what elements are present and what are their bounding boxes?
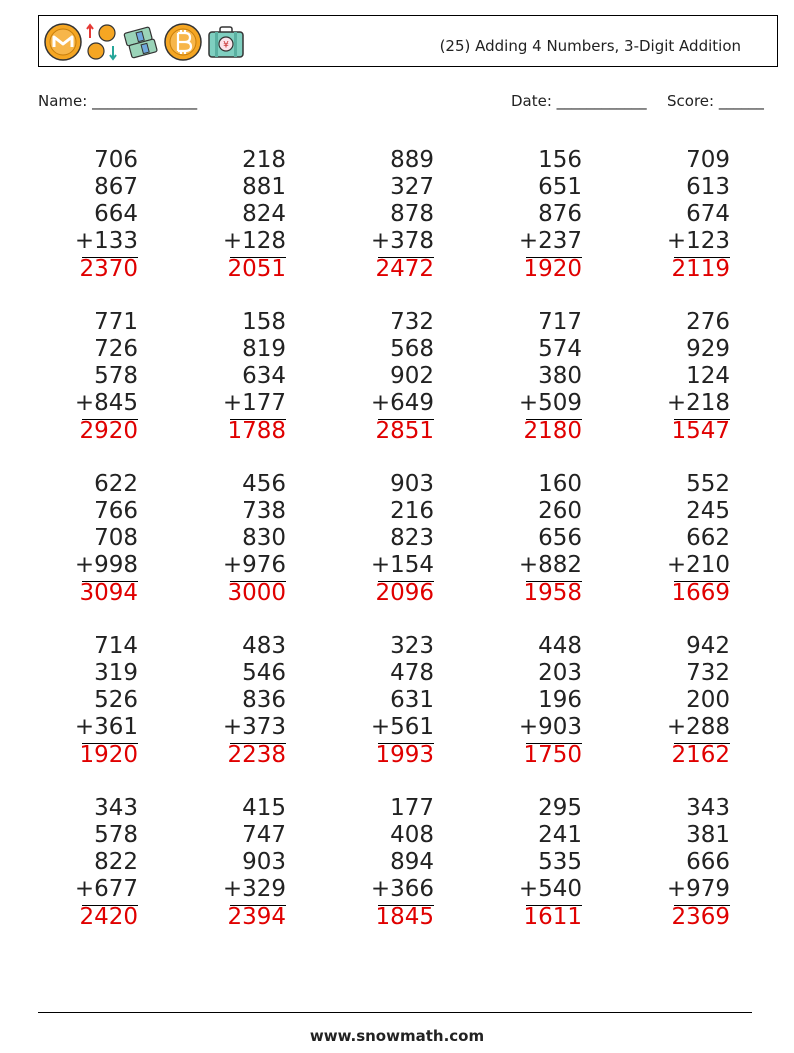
- addition-problem: [166, 147, 286, 286]
- addition-problem: [314, 147, 434, 286]
- addend-with-plus: +329: [222, 876, 286, 902]
- addend: 878: [390, 201, 434, 227]
- addend: 651: [538, 174, 582, 200]
- addend-with-plus: +976: [222, 552, 286, 578]
- addition-problem: [610, 309, 730, 448]
- addend-with-plus: +210: [666, 552, 730, 578]
- addend-with-plus: +677: [74, 876, 138, 902]
- addend-with-plus: +378: [370, 228, 434, 254]
- addition-problem: [18, 309, 138, 448]
- addend: 478: [390, 660, 434, 686]
- addend: 319: [94, 660, 138, 686]
- answer: 2920: [79, 418, 138, 444]
- addition-problem: [18, 795, 138, 934]
- addend: 714: [94, 633, 138, 659]
- addend-with-plus: +237: [518, 228, 582, 254]
- addend: 902: [390, 363, 434, 389]
- addend: 732: [686, 660, 730, 686]
- addend: 200: [686, 687, 730, 713]
- answer: 2051: [227, 256, 286, 282]
- addend: 295: [538, 795, 582, 821]
- addend: 738: [242, 498, 286, 524]
- addition-problem: [610, 795, 730, 934]
- addition-problem: [18, 471, 138, 610]
- addend-with-plus: +373: [222, 714, 286, 740]
- addend: 903: [390, 471, 434, 497]
- addition-problem: [314, 795, 434, 934]
- footer-divider: [38, 1012, 752, 1013]
- worksheet-title: (25) Adding 4 Numbers, 3-Digit Addition: [439, 37, 741, 55]
- addend: 448: [538, 633, 582, 659]
- addend-with-plus: +882: [518, 552, 582, 578]
- addend-with-plus: +123: [666, 228, 730, 254]
- addend: 381: [686, 822, 730, 848]
- addend: 124: [686, 363, 730, 389]
- addend: 903: [242, 849, 286, 875]
- answer: 3094: [79, 580, 138, 606]
- answer: 1993: [375, 742, 434, 768]
- addend: 380: [538, 363, 582, 389]
- answer: 2096: [375, 580, 434, 606]
- addend: 276: [686, 309, 730, 335]
- addend-with-plus: +509: [518, 390, 582, 416]
- addend: 876: [538, 201, 582, 227]
- answer: 1920: [79, 742, 138, 768]
- addend: 867: [94, 174, 138, 200]
- addend: 666: [686, 849, 730, 875]
- addend: 578: [94, 363, 138, 389]
- addend-with-plus: +903: [518, 714, 582, 740]
- addend-with-plus: +561: [370, 714, 434, 740]
- addend: 830: [242, 525, 286, 551]
- addend: 823: [390, 525, 434, 551]
- addition-problem: [314, 309, 434, 448]
- addition-problem: [314, 633, 434, 772]
- addend-with-plus: +540: [518, 876, 582, 902]
- answer: 2370: [79, 256, 138, 282]
- addend: 456: [242, 471, 286, 497]
- answer: 1750: [523, 742, 582, 768]
- addition-problem: [462, 633, 582, 772]
- addition-problem: [166, 633, 286, 772]
- answer: 2238: [227, 742, 286, 768]
- addend: 177: [390, 795, 434, 821]
- addend: 218: [242, 147, 286, 173]
- addition-problem: [314, 471, 434, 610]
- addend: 824: [242, 201, 286, 227]
- answer: 3000: [227, 580, 286, 606]
- addend-with-plus: +979: [666, 876, 730, 902]
- addend-with-plus: +361: [74, 714, 138, 740]
- addend-with-plus: +288: [666, 714, 730, 740]
- answer: 2420: [79, 904, 138, 930]
- addend: 662: [686, 525, 730, 551]
- addend-with-plus: +366: [370, 876, 434, 902]
- addend: 160: [538, 471, 582, 497]
- score-field-label: Score: ______: [667, 92, 764, 110]
- addend: 203: [538, 660, 582, 686]
- addend-with-plus: +128: [222, 228, 286, 254]
- addend-with-plus: +845: [74, 390, 138, 416]
- addend: 717: [538, 309, 582, 335]
- addend: 408: [390, 822, 434, 848]
- addition-problem: [610, 633, 730, 772]
- addend: 241: [538, 822, 582, 848]
- answer: 2394: [227, 904, 286, 930]
- addition-problem: [166, 309, 286, 448]
- addend: 578: [94, 822, 138, 848]
- answer: 1788: [227, 418, 286, 444]
- addend: 415: [242, 795, 286, 821]
- answer: 1920: [523, 256, 582, 282]
- addition-problem: [18, 147, 138, 286]
- name-field-label: Name: ______________: [38, 92, 198, 110]
- answer: 2119: [671, 256, 730, 282]
- addend: 156: [538, 147, 582, 173]
- addend: 622: [94, 471, 138, 497]
- addend: 664: [94, 201, 138, 227]
- date-field-label: Date: ____________: [511, 92, 647, 110]
- answer: 2369: [671, 904, 730, 930]
- addend: 631: [390, 687, 434, 713]
- addend: 708: [94, 525, 138, 551]
- addition-problem: [462, 147, 582, 286]
- addend: 747: [242, 822, 286, 848]
- addend: 732: [390, 309, 434, 335]
- addition-problem: [610, 147, 730, 286]
- addend: 574: [538, 336, 582, 362]
- addend-with-plus: +998: [74, 552, 138, 578]
- addend-with-plus: +649: [370, 390, 434, 416]
- addend: 889: [390, 147, 434, 173]
- addend: 196: [538, 687, 582, 713]
- addend: 216: [390, 498, 434, 524]
- addend: 343: [686, 795, 730, 821]
- answer: 1845: [375, 904, 434, 930]
- addend: 535: [538, 849, 582, 875]
- addend: 942: [686, 633, 730, 659]
- addend-with-plus: +154: [370, 552, 434, 578]
- addend: 819: [242, 336, 286, 362]
- addition-problem: [462, 309, 582, 448]
- addend: 766: [94, 498, 138, 524]
- addend: 836: [242, 687, 286, 713]
- addition-problem: [18, 633, 138, 772]
- addend: 343: [94, 795, 138, 821]
- addend: 158: [242, 309, 286, 335]
- addend-with-plus: +218: [666, 390, 730, 416]
- addition-problem: [462, 795, 582, 934]
- addend: 483: [242, 633, 286, 659]
- addend-with-plus: +133: [74, 228, 138, 254]
- addend: 929: [686, 336, 730, 362]
- addend: 568: [390, 336, 434, 362]
- addend: 260: [538, 498, 582, 524]
- addend: 674: [686, 201, 730, 227]
- addend: 894: [390, 849, 434, 875]
- answer: 2851: [375, 418, 434, 444]
- svg-text:¥: ¥: [223, 40, 229, 51]
- addition-problem: [462, 471, 582, 610]
- addition-problem: [166, 471, 286, 610]
- addend-with-plus: +177: [222, 390, 286, 416]
- addend: 771: [94, 309, 138, 335]
- addition-problem: [610, 471, 730, 610]
- addition-problem: [166, 795, 286, 934]
- answer: 2162: [671, 742, 730, 768]
- answer: 1547: [671, 418, 730, 444]
- addend: 656: [538, 525, 582, 551]
- answer: 2472: [375, 256, 434, 282]
- addend: 546: [242, 660, 286, 686]
- addend: 245: [686, 498, 730, 524]
- addend: 634: [242, 363, 286, 389]
- addend: 552: [686, 471, 730, 497]
- addend: 881: [242, 174, 286, 200]
- addend: 726: [94, 336, 138, 362]
- answer: 1669: [671, 580, 730, 606]
- answer: 2180: [523, 418, 582, 444]
- addend: 709: [686, 147, 730, 173]
- answer: 1958: [523, 580, 582, 606]
- addend: 822: [94, 849, 138, 875]
- addend: 706: [94, 147, 138, 173]
- addend: 323: [390, 633, 434, 659]
- addend: 613: [686, 174, 730, 200]
- footer-site: www.snowmath.com: [309, 1027, 485, 1045]
- addend: 327: [390, 174, 434, 200]
- answer: 1611: [523, 904, 582, 930]
- addend: 526: [94, 687, 138, 713]
